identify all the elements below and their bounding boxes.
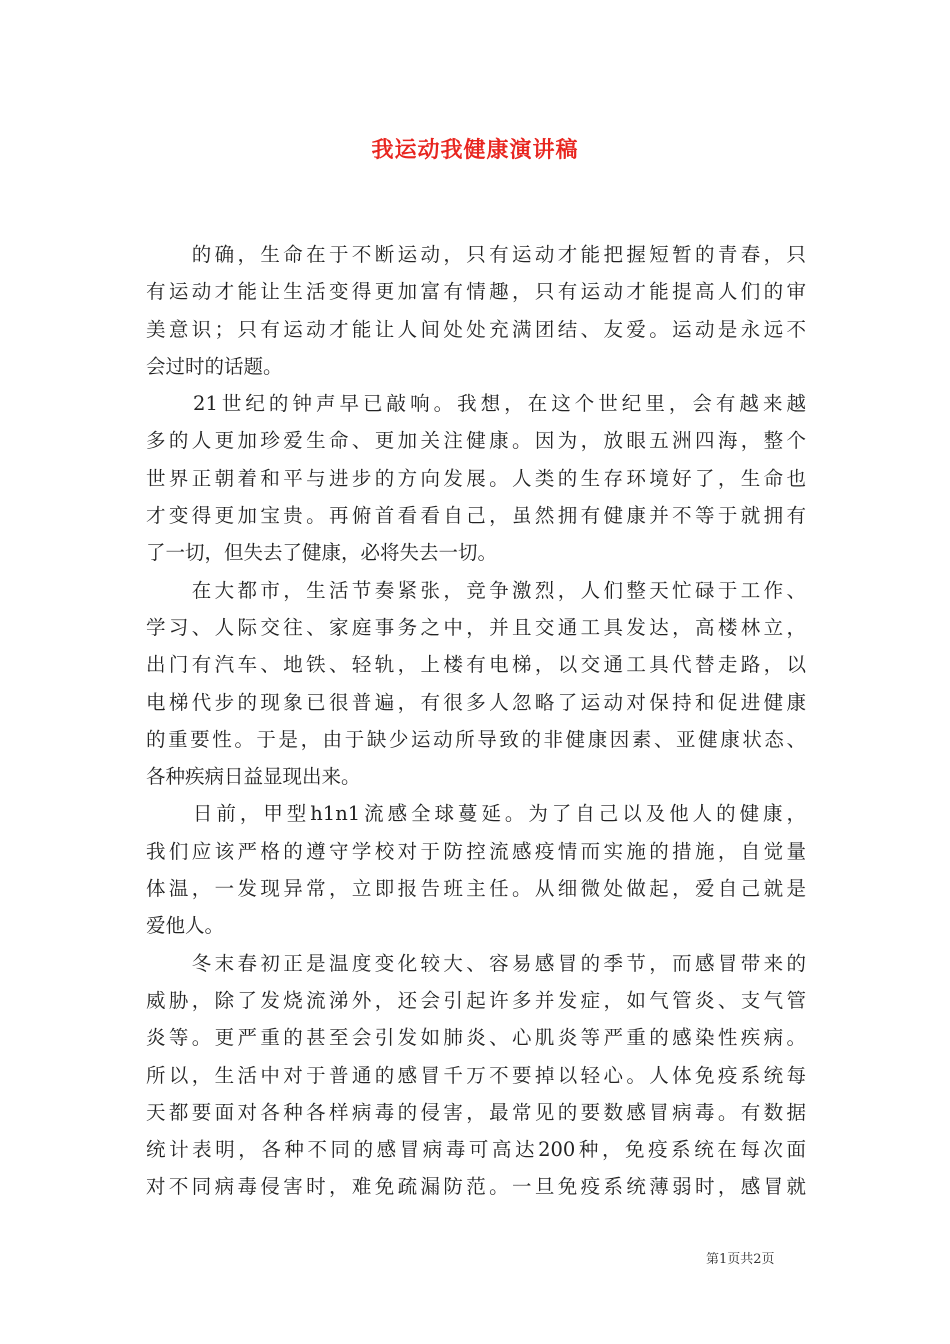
text-line: 各种疾病日益显现出来。: [146, 765, 361, 789]
text-line: 统计表明，各种不同的感冒病毒可高达200种，免疫系统在每次面: [146, 1138, 806, 1162]
text-line: 了一切，但失去了健康，必将失去一切。: [146, 541, 498, 565]
text-line: 学习、人际交往、家庭事务之中，并且交通工具发达，高楼林立，: [146, 615, 806, 639]
paragraph: [146, 572, 806, 796]
text-line: 在大都市，生活节奏紧张，竞争激烈，人们整天忙碌于工作、: [146, 578, 806, 602]
text-line: 电梯代步的现象已很普遍，有很多人忽略了运动对保持和促进健康: [146, 690, 806, 714]
text-line: 多的人更加珍爱生命、更加关注健康。因为，放眼五洲四海，整个: [146, 429, 806, 453]
text-line: 的重要性。于是，由于缺少运动所导致的非健康因素、亚健康状态、: [146, 727, 806, 751]
text-line: 会过时的话题。: [146, 354, 283, 378]
text-line: 有运动才能让生活变得更加富有情趣，只有运动才能提高人们的审: [146, 280, 806, 304]
text-line: 爱他人。: [146, 914, 225, 938]
text-line: 所以，生活中对于普通的感冒千万不要掉以轻心。人体免疫系统每: [146, 1063, 806, 1087]
paragraph: [146, 795, 806, 944]
paragraph: [146, 236, 806, 385]
text-line: 冬末春初正是温度变化较大、容易感冒的季节，而感冒带来的: [146, 951, 806, 975]
text-line: 美意识；只有运动才能让人间处处充满团结、友爱。运动是永远不: [146, 317, 806, 341]
text-line: 才变得更加宝贵。再俯首看看自己，虽然拥有健康并不等于就拥有: [146, 504, 806, 528]
paragraph: [146, 385, 806, 571]
document-title: 我运动我健康演讲稿: [371, 137, 579, 163]
text-line: 天都要面对各种各样病毒的侵害，最常见的要数感冒病毒。有数据: [146, 1100, 806, 1124]
page-number: 第1页共2页: [706, 1252, 775, 1267]
text-line: 炎等。更严重的甚至会引发如肺炎、心肌炎等严重的感染性疾病。: [146, 1026, 806, 1050]
text-line: 21世纪的钟声早已敲响。我想，在这个世纪里，会有越来越: [146, 392, 806, 416]
text-line: 出门有汽车、地铁、轻轨，上楼有电梯，以交通工具代替走路，以: [146, 653, 806, 677]
text-line: 世界正朝着和平与进步的方向发展。人类的生存环境好了，生命也: [146, 466, 806, 490]
paragraph: [146, 945, 806, 1206]
text-line: 对不同病毒侵害时，难免疏漏防范。一旦免疫系统薄弱时，感冒就: [146, 1175, 806, 1199]
text-line: 的确，生命在于不断运动，只有运动才能把握短暂的青春，只: [146, 243, 806, 266]
text-line: 我们应该严格的遵守学校对于防控流感疫情而实施的措施，自觉量: [146, 839, 806, 863]
text-line: 日前，甲型h1n1流感全球蔓延。为了自己以及他人的健康，: [146, 802, 806, 826]
text-line: 体温，一发现异常，立即报告班主任。从细微处做起，爱自己就是: [146, 877, 806, 901]
text-line: 威胁，除了发烧流涕外，还会引起许多并发症，如气管炎、支气管: [146, 988, 806, 1012]
document-body: [146, 236, 806, 1206]
